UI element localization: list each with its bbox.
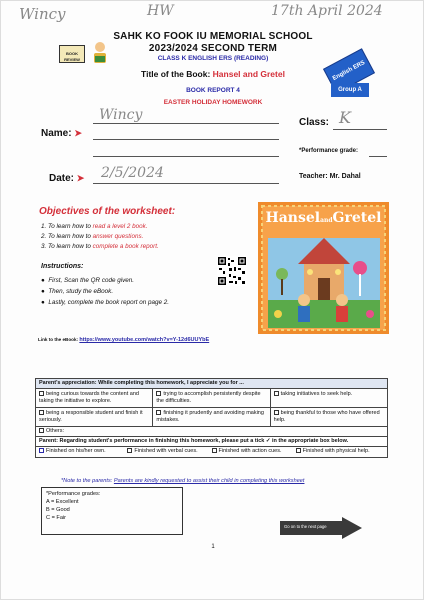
school-name: SAHK KO FOOK IU MEMORIAL SCHOOL [113, 31, 313, 42]
parent-instruction: Parent: Regarding student's performance in finishing this homework, please put a tick ✓ in the appropriate box below. [36, 437, 387, 447]
table-row [36, 389, 387, 408]
term: 2023/2024 SECOND TERM [148, 43, 278, 54]
objective-item: 2. To learn how to answer questions. [41, 233, 144, 240]
date-line [93, 183, 279, 184]
handwritten-name-top: Wincy [19, 5, 66, 23]
parent-appreciation-table [35, 378, 388, 458]
completion-option[interactable]: Finished with action cues. [212, 448, 296, 456]
name-line-3 [93, 156, 279, 157]
instruction-item: ● Then, study the eBook. [41, 288, 114, 295]
table-row [36, 408, 387, 427]
handwritten-date-top: 17th April 2024 [271, 3, 383, 19]
checkbox-icon [156, 410, 161, 415]
date-value: 2/5/2024 [101, 165, 164, 181]
checkbox-icon [39, 391, 44, 396]
checkbox-icon [212, 448, 217, 453]
completion-option[interactable]: Finished with physical help. [296, 448, 384, 456]
name-line-2 [93, 139, 279, 140]
arrow-icon: ➤ [74, 128, 82, 138]
report-number: BOOK REPORT 4 [186, 87, 240, 94]
checkbox-icon [296, 448, 301, 453]
handwritten-hw: HW [147, 3, 174, 19]
completion-option[interactable]: Finished with verbal cues. [127, 448, 211, 456]
date-label: Date: ➤ [49, 173, 85, 184]
instruction-item: ● Lastly, complete the book report on page 2. [41, 299, 169, 306]
grade-item: B = Good [46, 507, 70, 513]
checkbox-icon [274, 391, 279, 396]
grade-item: C = Fair [46, 515, 67, 521]
reading-child-icon [91, 41, 109, 67]
checkbox-icon [39, 448, 44, 453]
appreciation-option[interactable]: trying to accomplish persistently despite the difficulties. [153, 389, 270, 407]
objectives-list [41, 222, 251, 252]
objective-item: 3. To learn how to complete a book report. [41, 243, 159, 250]
objective-item: 1. To learn how to read a level 2 book. [41, 223, 148, 230]
english-ers-badge: English ERS [323, 48, 375, 93]
group-badge: Group A [331, 83, 369, 97]
performance-grades-box [41, 487, 183, 535]
instructions-title: Instructions: [41, 263, 84, 270]
checkbox-icon [274, 410, 279, 415]
book-title: Hansel and Gretel [212, 69, 285, 79]
appreciation-option[interactable]: being thankful to those who have offered help. [273, 410, 380, 423]
instruction-item: ● First, Scan the QR code given. [41, 277, 135, 284]
class-value: K [339, 108, 351, 127]
ebook-link[interactable]: https://www.youtube.com/watch?v=Y-12d6UUYbE [79, 337, 210, 343]
teacher-label: Teacher: Mr. Dahal [299, 173, 361, 180]
instructions-list [41, 275, 221, 308]
checkbox-icon [39, 428, 44, 433]
arrow-icon: ➤ [76, 173, 85, 183]
class-label: Class: [299, 117, 330, 128]
performance-grade-label: *Performance grade: [299, 148, 359, 154]
page-number: 1 [211, 544, 215, 550]
easter-homework: EASTER HOLIDAY HOMEWORK [163, 99, 263, 106]
name-label: Name: ➤ [41, 128, 82, 139]
qr-code-icon[interactable] [217, 256, 247, 286]
book-title-line: Title of the Book: Hansel and Gretel [141, 69, 285, 79]
completion-option[interactable]: Finished on his/her own. [39, 448, 127, 456]
appreciation-option[interactable]: being curious towards the content and taking the initiative to explore. [36, 389, 153, 407]
checkbox-icon [156, 391, 161, 396]
cover-title: HanselandGretel [265, 210, 382, 226]
name-value: Wincy [99, 107, 143, 123]
class-line: CLASS K ENGLISH ERS (READING) [157, 55, 269, 62]
book-cover-image [258, 202, 389, 334]
name-line-1 [93, 123, 279, 124]
performance-grade-line [369, 156, 387, 157]
appreciation-option[interactable]: finishing it prudently and avoiding making mistakes. [153, 408, 270, 426]
grades-title: *Performance grades: [46, 491, 101, 497]
table-header: Parent's appreciation: While completing this homework, I appreciate you for ... [36, 379, 387, 389]
ebook-link-line: Link to the eBook: https://www.youtube.com/watch?v=Y-12d6UUYbE [38, 337, 210, 343]
completion-options [36, 447, 387, 457]
table-row-others [36, 427, 387, 437]
checkbox-icon [127, 448, 132, 453]
class-line-underline [333, 129, 387, 130]
appreciation-option[interactable]: being a responsible student and finish it seriously. [36, 408, 153, 426]
next-page-button[interactable]: Go on to the next page [280, 517, 362, 539]
others-option[interactable]: Others: [36, 427, 387, 436]
book-review-logo: BOOK REVIEW [59, 45, 85, 63]
grade-item: A = Excellent [46, 499, 79, 505]
appreciation-option[interactable]: taking initiatives to seek help. [271, 389, 387, 407]
checkbox-icon [39, 410, 44, 415]
parent-note: *Note to the parents: Parents are kindly requested to assist their child in completing this worksheet [61, 478, 305, 484]
objectives-title: Objectives of the worksheet: [39, 206, 176, 217]
